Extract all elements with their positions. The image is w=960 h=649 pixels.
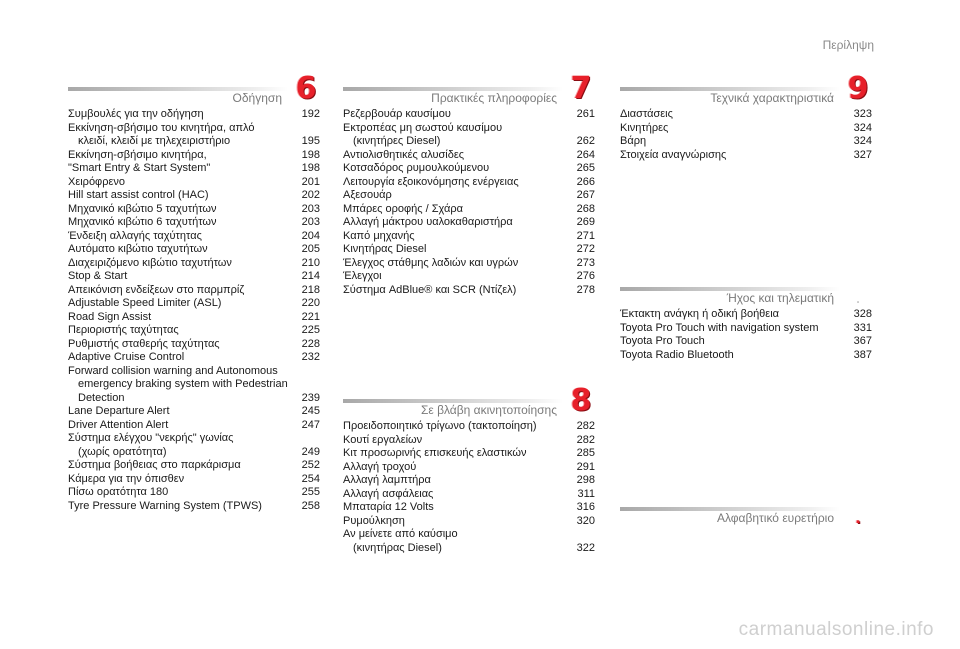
toc-entry-label — [68, 351, 296, 365]
toc-entry[interactable] — [343, 230, 595, 244]
toc-entry[interactable] — [68, 284, 320, 298]
toc-entry-text: Αυτόματο κιβώτιο ταχυτήτων — [68, 243, 208, 255]
toc-list — [343, 108, 595, 297]
toc-entry-label — [68, 270, 296, 284]
toc-entry-label — [68, 108, 296, 122]
toc-entry-label — [68, 122, 296, 149]
toc-entry-text: Hill start assist control (HAC) — [68, 189, 209, 201]
toc-page-number[interactable]: 225 — [301, 324, 320, 336]
section-practical-info — [343, 71, 595, 297]
toc-entry-label — [68, 176, 296, 190]
toc-list — [68, 108, 320, 513]
toc-page-number[interactable]: 323 — [853, 108, 872, 120]
toc-entry-label — [68, 284, 296, 298]
toc-entry-text: Toyota Pro Touch — [620, 335, 705, 347]
toc-entry-label — [343, 216, 571, 230]
toc-page-number[interactable]: 198 — [301, 148, 320, 161]
toc-page-number[interactable]: 387 — [853, 348, 872, 361]
toc-entry-label — [620, 349, 848, 363]
toc-entry-text: Ένδειξη αλλαγής ταχύτητας — [68, 229, 202, 242]
toc-entry-label — [68, 230, 296, 244]
toc-entry[interactable] — [343, 162, 595, 176]
toc-entry-text: Tyre Pressure Warning System (TPWS) — [68, 499, 262, 512]
toc-entry-label — [343, 447, 571, 461]
toc-entry-text: Adaptive Cruise Control — [68, 351, 185, 363]
toc-entry-label — [68, 243, 296, 257]
toc-entry-label — [68, 311, 296, 325]
toc-entry-text: Συμβουλές για την οδήγηση — [68, 108, 204, 120]
section-technical-data — [620, 71, 872, 162]
toc-entry[interactable] — [343, 447, 595, 461]
toc-entry[interactable] — [620, 335, 872, 349]
toc-entry[interactable] — [343, 420, 595, 434]
toc-page-number[interactable]: 276 — [576, 270, 595, 282]
page-title: Περίληψη — [822, 38, 874, 52]
toc-entry-text: Ρυμούλκηση — [343, 514, 405, 527]
toc-entry[interactable] — [68, 419, 320, 433]
toc-entry-label — [343, 257, 571, 271]
toc-entry-label — [68, 324, 296, 338]
toc-entry[interactable] — [620, 108, 872, 122]
toc-entry-label — [343, 189, 571, 203]
toc-entry-text: Αν μείνετε από καύσιμο — [343, 528, 458, 540]
toc-entry[interactable] — [68, 311, 320, 325]
toc-entry[interactable] — [620, 149, 872, 163]
toc-entry-text: "Smart Entry & Start System" — [68, 162, 211, 174]
toc-entry-text: Διαστάσεις — [620, 108, 673, 120]
toc-entry-text: Ρυθμιστής σταθερής ταχύτητας — [68, 337, 220, 350]
toc-page-number[interactable]: 203 — [301, 216, 320, 228]
toc-entry-text: Χειρόφρενο — [68, 175, 125, 188]
section-header — [343, 383, 595, 418]
toc-entry[interactable] — [68, 432, 320, 459]
toc-entry-label — [620, 149, 848, 163]
toc-entry-label — [343, 162, 571, 176]
toc-entry[interactable] — [343, 108, 595, 122]
toc-page-number[interactable]: 268 — [576, 202, 595, 215]
toc-page-number[interactable]: 298 — [576, 474, 595, 486]
toc-entry[interactable] — [343, 284, 595, 298]
toc-page-number[interactable]: 218 — [301, 283, 320, 296]
chapter-marker: . — [856, 295, 860, 306]
toc-entry-text: Adjustable Speed Limiter (ASL) — [68, 297, 222, 309]
toc-page-number[interactable]: 322 — [576, 541, 595, 554]
toc-entry-label — [343, 420, 571, 434]
toc-entry-text: Αλλαγή τροχού — [343, 460, 417, 473]
toc-entry-text: Toyota Radio Bluetooth — [620, 348, 734, 361]
toc-entry-label — [68, 486, 296, 500]
toc-page-number[interactable]: 264 — [576, 148, 595, 161]
toc-entry-label — [68, 365, 296, 406]
toc-entry-text: Απεικόνιση ενδείξεων στο παρμπρίζ — [68, 283, 245, 296]
toc-page-number[interactable]: 252 — [301, 459, 320, 471]
watermark: carmanualsonline.info — [738, 619, 934, 640]
toc-entry-label — [68, 162, 296, 176]
toc-entry-text: Αξεσουάρ — [343, 189, 392, 201]
toc-page-number[interactable]: 214 — [301, 270, 320, 282]
toc-entry[interactable] — [343, 270, 595, 284]
toc-entry-text-continued: Detection — [78, 391, 125, 404]
toc-entry[interactable] — [68, 162, 320, 176]
toc-entry-label — [620, 108, 848, 122]
chapter-number-badge: 9 — [847, 71, 869, 106]
toc-entry-text: Αλλαγή ασφάλειας — [343, 487, 434, 500]
toc-entry-text: Εκκίνηση-σβήσιμο κινητήρα, — [68, 148, 207, 161]
toc-page-number[interactable]: 328 — [853, 308, 872, 320]
toc-entry-text: Μπάρες οροφής / Σχάρα — [343, 202, 463, 215]
toc-entry-text: Εκτροπέας μη σωστού καυσίμου — [343, 121, 503, 134]
toc-entry[interactable] — [68, 122, 320, 149]
toc-page-number[interactable]: 282 — [576, 420, 595, 432]
chapter-marker: . — [855, 511, 861, 527]
toc-entry[interactable] — [620, 122, 872, 136]
section-header — [68, 71, 320, 106]
toc-entry-text: Driver Attention Alert — [68, 418, 169, 431]
toc-entry-text: Road Sign Assist — [68, 310, 152, 323]
toc-page-number[interactable]: 265 — [576, 162, 595, 174]
toc-page-number[interactable]: 201 — [301, 175, 320, 188]
toc-page-number[interactable]: 272 — [576, 243, 595, 255]
toc-entry-label — [343, 108, 571, 122]
toc-entry-label — [68, 216, 296, 230]
chapter-number-badge: 6 — [295, 71, 317, 106]
toc-entry-label — [343, 270, 571, 284]
toc-entry[interactable] — [68, 405, 320, 419]
toc-entry-text-continued: (χωρίς ορατότητα) — [78, 445, 167, 458]
toc-entry[interactable] — [343, 122, 595, 149]
toc-entry-text: Forward collision warning and Autonomous — [68, 364, 278, 377]
toc-entry[interactable] — [343, 501, 595, 515]
toc-page-number[interactable]: 331 — [853, 321, 872, 334]
toc-entry[interactable] — [68, 500, 320, 514]
toc-entry-text-continued: κλειδί, κλειδί με τηλεχειριστήριο — [78, 135, 231, 147]
toc-entry[interactable] — [68, 324, 320, 338]
toc-entry-label — [343, 501, 571, 515]
toc-entry[interactable] — [343, 216, 595, 230]
toc-entry-label — [343, 461, 571, 475]
toc-page-number[interactable]: 271 — [576, 229, 595, 242]
toc-entry-label — [68, 459, 296, 473]
toc-page-number[interactable]: 273 — [576, 256, 595, 269]
toc-entry-text: Κάμερα για την όπισθεν — [68, 472, 185, 485]
toc-entry[interactable] — [343, 243, 595, 257]
toc-page-number[interactable]: 320 — [576, 514, 595, 527]
section-title: Αλφαβητικό ευρετήριο — [716, 511, 834, 525]
toc-entry-label — [620, 122, 848, 136]
toc-page-number[interactable]: 285 — [576, 447, 595, 459]
toc-entry-label — [343, 528, 571, 555]
toc-entry[interactable] — [68, 459, 320, 473]
toc-page-number[interactable]: 203 — [301, 202, 320, 215]
toc-entry-text: Μηχανικό κιβώτιο 5 ταχυτήτων — [68, 202, 217, 215]
toc-entry-text-continued: (κινητήρες Diesel) — [353, 135, 441, 147]
section-title: Οδήγηση — [232, 91, 282, 105]
toc-entry[interactable] — [68, 243, 320, 257]
toc-page-number[interactable]: 198 — [301, 162, 320, 174]
toc-entry-text: Μηχανικό κιβώτιο 6 ταχυτήτων — [68, 216, 217, 228]
toc-entry-text: Πίσω ορατότητα 180 — [68, 486, 169, 498]
toc-entry-text: Σύστημα ελέγχου "νεκρής" γωνίας — [68, 432, 234, 444]
toc-entry[interactable] — [68, 338, 320, 352]
section-title: Ήχος και τηλεματική — [726, 291, 834, 305]
toc-entry[interactable] — [343, 257, 595, 271]
toc-entry[interactable] — [343, 434, 595, 448]
toc-page-number[interactable]: 192 — [301, 108, 320, 120]
toc-entry-label — [343, 230, 571, 244]
toc-page-number[interactable]: 367 — [853, 335, 872, 347]
toc-entry-label — [343, 284, 571, 298]
section-audio-telematics — [620, 278, 872, 362]
toc-entry-text: Βάρη — [620, 135, 647, 147]
toc-page-number[interactable]: 327 — [853, 148, 872, 161]
toc-entry-text: Κουτί εργαλείων — [343, 433, 423, 446]
toc-entry-text: Προειδοποιητικό τρίγωνο (τακτοποίηση) — [343, 420, 537, 432]
toc-entry-text: Κινητήρας Diesel — [343, 243, 427, 255]
toc-list — [343, 420, 595, 555]
toc-entry-text: Σύστημα βοήθειας στο παρκάρισμα — [68, 459, 241, 471]
toc-entry[interactable] — [68, 473, 320, 487]
toc-page-number[interactable]: 324 — [853, 135, 872, 147]
toc-page-number[interactable]: 324 — [853, 121, 872, 134]
toc-entry-label — [68, 257, 296, 271]
toc-entry-label — [620, 322, 848, 336]
toc-page-number[interactable]: 311 — [577, 487, 595, 500]
toc-entry[interactable] — [343, 515, 595, 529]
toc-page-number[interactable]: 262 — [576, 135, 595, 147]
toc-entry[interactable] — [68, 365, 320, 406]
toc-entry-label — [343, 203, 571, 217]
toc-entry-text: Toyota Pro Touch with navigation system — [620, 321, 819, 334]
toc-page-number[interactable]: 210 — [301, 256, 320, 269]
toc-entry[interactable] — [68, 257, 320, 271]
toc-entry-text: Έλεγχοι — [343, 270, 382, 282]
toc-entry[interactable] — [68, 189, 320, 203]
toc-page-number[interactable]: 254 — [301, 472, 320, 485]
toc-entry-label — [68, 297, 296, 311]
toc-entry-text: Λειτουργία εξοικονόμησης ενέργειας — [343, 175, 519, 188]
toc-entry-label — [343, 243, 571, 257]
toc-entry-label — [68, 203, 296, 217]
toc-page-number[interactable]: 282 — [576, 433, 595, 446]
toc-page-number[interactable]: 255 — [301, 486, 320, 498]
toc-entry[interactable] — [343, 488, 595, 502]
toc-entry[interactable] — [343, 189, 595, 203]
toc-page-number[interactable]: 291 — [576, 460, 595, 473]
toc-entry-label — [620, 135, 848, 149]
toc-entry-text: Έκτακτη ανάγκη ή οδική βοήθεια — [620, 308, 780, 320]
toc-entry-text: Περιοριστής ταχύτητας — [68, 324, 179, 336]
section-alphabetical-index — [620, 498, 872, 527]
toc-entry-label — [620, 335, 848, 349]
toc-entry-text: Καπό μηχανής — [343, 229, 415, 242]
toc-entry[interactable] — [68, 351, 320, 365]
chapter-number-badge: 8 — [570, 383, 592, 418]
toc-entry-text: Αντιολισθητικές αλυσίδες — [343, 148, 465, 161]
toc-page-number[interactable]: 239 — [301, 391, 320, 404]
toc-entry[interactable] — [68, 486, 320, 500]
toc-entry-text: Ρεζερβουάρ καυσίμου — [343, 108, 451, 120]
toc-entry[interactable] — [68, 176, 320, 190]
toc-entry[interactable] — [343, 176, 595, 190]
toc-entry-label — [343, 434, 571, 448]
section-title: Πρακτικές πληροφορίες — [431, 91, 557, 105]
toc-entry[interactable] — [68, 216, 320, 230]
toc-page-number[interactable]: 267 — [576, 189, 595, 201]
toc-page-number[interactable]: 278 — [576, 283, 595, 296]
toc-entry-text: Αλλαγή λαμπτήρα — [343, 474, 431, 486]
toc-entry-text: Διαχειριζόμενο κιβώτιο ταχυτήτων — [68, 256, 232, 269]
toc-page-number[interactable]: 258 — [301, 499, 320, 512]
chapter-number-badge: 7 — [570, 71, 592, 106]
toc-entry[interactable] — [68, 297, 320, 311]
section-header — [620, 71, 872, 106]
toc-entry[interactable] — [68, 108, 320, 122]
toc-entry[interactable] — [68, 270, 320, 284]
toc-entry[interactable] — [620, 308, 872, 322]
toc-entry[interactable] — [343, 149, 595, 163]
toc-entry-label — [343, 488, 571, 502]
toc-page-number[interactable]: 249 — [301, 445, 320, 458]
toc-entry-text: Stop & Start — [68, 270, 128, 282]
toc-entry[interactable] — [620, 322, 872, 336]
toc-entry-label — [620, 308, 848, 322]
toc-page-number[interactable]: 266 — [576, 175, 595, 188]
toc-entry-text: Έλεγχος στάθμης λαδιών και υγρών — [343, 256, 519, 269]
toc-entry-label — [68, 500, 296, 514]
toc-page-number[interactable]: 247 — [301, 418, 320, 431]
section-header — [343, 71, 595, 106]
toc-entry-label — [68, 419, 296, 433]
section-header — [620, 498, 872, 527]
toc-entry-text: Στοιχεία αναγνώρισης — [620, 148, 727, 161]
toc-entry-label — [343, 149, 571, 163]
toc-entry-label — [68, 405, 296, 419]
toc-page-number[interactable]: 316 — [576, 501, 595, 513]
toc-entry-label — [68, 149, 296, 163]
toc-entry[interactable] — [343, 203, 595, 217]
toc-entry-label — [68, 189, 296, 203]
toc-page-number[interactable]: 205 — [301, 243, 320, 255]
toc-entry-text: Μπαταρία 12 Volts — [343, 501, 434, 513]
toc-page-number[interactable]: 269 — [576, 216, 595, 228]
section-breakdown — [343, 383, 595, 555]
section-header — [620, 278, 872, 304]
toc-entry-text: Κιτ προσωρινής επισκευής ελαστικών — [343, 447, 527, 459]
toc-page-number[interactable]: 221 — [301, 310, 320, 323]
section-title: Σε βλάβη ακινητοποίησης — [420, 403, 557, 417]
toc-list — [620, 108, 872, 162]
toc-entry-label — [343, 122, 571, 149]
toc-page-number[interactable]: 228 — [301, 337, 320, 350]
toc-entry[interactable] — [68, 203, 320, 217]
section-driving — [68, 71, 320, 513]
toc-entry[interactable] — [343, 474, 595, 488]
toc-entry-text-continued: (κινητήρας Diesel) — [353, 541, 442, 554]
toc-entry[interactable] — [68, 149, 320, 163]
toc-entry[interactable] — [343, 528, 595, 555]
toc-page-number[interactable]: 202 — [301, 189, 320, 201]
toc-page-number[interactable]: 232 — [301, 351, 320, 363]
toc-entry-label — [343, 176, 571, 190]
toc-entry-label — [68, 432, 296, 459]
toc-entry-text: Εκκίνηση-σβήσιμο του κινητήρα, απλό — [68, 121, 255, 134]
toc-entry[interactable] — [68, 230, 320, 244]
toc-entry-label — [343, 474, 571, 488]
toc-entry[interactable] — [620, 349, 872, 363]
toc-entry[interactable] — [343, 461, 595, 475]
toc-entry[interactable] — [620, 135, 872, 149]
toc-entry-text: Σύστημα AdBlue® και SCR (Ντίζελ) — [343, 283, 517, 296]
toc-entry-text: Αλλαγή μάκτρου υαλοκαθαριστήρα — [343, 216, 513, 228]
toc-entry-text: Κινητήρες — [620, 121, 669, 134]
toc-page-number[interactable]: 204 — [301, 229, 320, 242]
toc-entry-text-continued: emergency braking system with Pedestrian — [78, 378, 288, 390]
section-title: Τεχνικά χαρακτηριστικά — [710, 91, 834, 105]
toc-entry-label — [68, 473, 296, 487]
toc-entry-text: Κοτσαδόρος ρυμουλκούμενου — [343, 162, 490, 174]
toc-entry-label — [343, 515, 571, 529]
toc-page-number[interactable]: 245 — [301, 405, 320, 417]
toc-page-number[interactable]: 195 — [301, 135, 320, 147]
toc-page-number[interactable]: 261 — [576, 108, 595, 120]
toc-list — [620, 308, 872, 362]
toc-entry-label — [68, 338, 296, 352]
toc-page-number[interactable]: 220 — [301, 297, 320, 309]
toc-entry-text: Lane Departure Alert — [68, 405, 170, 417]
